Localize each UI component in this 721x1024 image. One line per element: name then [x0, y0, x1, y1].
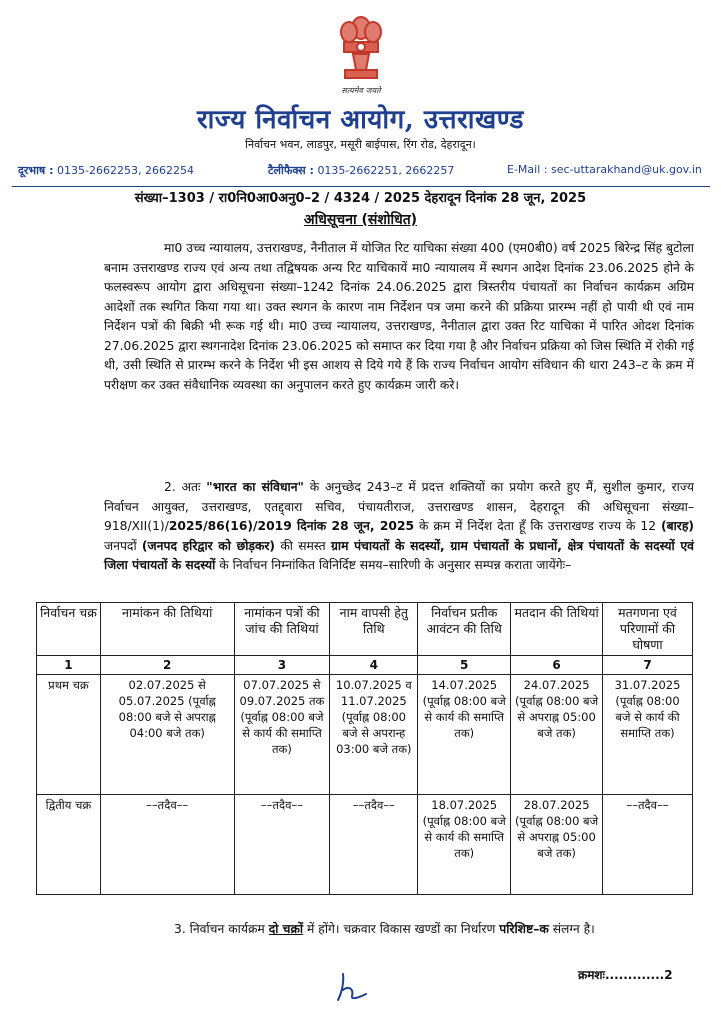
- paragraph-2: [104, 478, 694, 576]
- organization-address: निर्वाचन भवन, लाडपुर, मसूरी बाईपास, रिंग रोड, देहरादून।: [245, 138, 476, 151]
- table-cell: 24.07.2025 (पूर्वाह्न 08:00 बजे से अपराह्न 05:00 बजे तक): [511, 675, 603, 795]
- col-header: नामांकन की तिथियां: [100, 603, 234, 656]
- col-number: 4: [330, 656, 418, 675]
- table-cell: प्रथम चक्र: [37, 675, 101, 795]
- phone-contact: [18, 163, 194, 178]
- table-cell: ––तदैव––: [100, 795, 234, 895]
- p2-count: (बारह): [660, 519, 694, 533]
- p2-exclusion: (जनपद हरिद्वार को छोड़कर): [141, 538, 276, 553]
- p2-part-i: की समस्त: [275, 538, 331, 553]
- phone-label: दूरभाष :: [18, 164, 54, 177]
- p2-constitution: "भारत का संविधान": [206, 480, 304, 494]
- emblem-motto: सत्यमेव जयते: [341, 86, 381, 95]
- table-cell: ––तदैव––: [330, 795, 418, 895]
- table-cell: 18.07.2025 (पूर्वाह्न 08:00 बजे से कार्य की समाप्ति तक): [418, 795, 511, 895]
- fax-label: टैलीफैक्स :: [268, 164, 314, 177]
- reference-number: संख्या–1303 / रा0नि0आ0अनु0–2 / 4324 / 2025 देहरादून दिनांक 28 जून, 2025: [134, 191, 587, 206]
- paragraph-1: मा0 उच्च न्यायालय, उत्तराखण्ड, नैनीताल में योजित रिट याचिका संख्या 400 (एम0बी0) वर्ष 2025 बिरेन्द्र सिंह बुटोला बनाम उत्तराखण्ड राज्य एवं अन्य तथा तद्विषयक अन्य रिट याचिकायें मा0 न्यायालय में स्थगन आदेश दिनांक 23.06.2025 होने के फलस्वरूप आयोग द्वारा अधिसूचना संख्या–1242 दिनांक 24.06.2025 द्वारा त्रिस्तरीय पंचायतों का निर्वाचन कार्यक्रम अग्रिम आदेशों तक स्थगित किया गया था। उक्त स्थगन के कारण नाम निर्देशन पत्र जमा करने की प्रक्रिया प्रारम्भ नहीं हो पायी थी एवं नाम निर्देशन पत्रों की बिक्री भी रूक गई थी। मा0 उच्च न्यायालय, उत्तराखण्ड, नैनीताल द्वारा उक्त रिट याचिका में पारित ओदश दिनांक 27.06.2025 द्वारा स्थगनादेश दिनांक 23.06.2025 को समाप्त कर दिया गया है और निर्वाचन प्रक्रिया को जिस स्थिति में रोकी गई थी, उसी स्थिति से प्रारम्भ करने के निर्देश भी इस आशय से दिये गये हैं कि राज्य निर्वाचन आयोग संविधान की धारा 243–ट के क्रम में परीक्षण कर उक्त संवैधानिक व्यवस्था का अनुपालन करते हुए कार्यक्रम जारी करे।: [104, 241, 694, 392]
- col-number: 6: [511, 656, 603, 675]
- table-cell: ––तदैव––: [603, 795, 693, 895]
- organization-title: राज्य निर्वाचन आयोग, उत्तराखण्ड: [197, 105, 524, 135]
- table-cell: ––तदैव––: [234, 795, 330, 895]
- col-header: मतगणना एवं परिणामों की घोषणा: [603, 603, 693, 656]
- p3-part-a: 3. निर्वाचन कार्यक्रम: [174, 922, 269, 936]
- col-header: निर्वाचन प्रतीक आवंटन की तिथि: [418, 603, 511, 656]
- p2-notification-ref: 2025/86(16)/2019 दिनांक 28 जून, 2025: [168, 519, 415, 533]
- continuation-marker: क्रमशः.............2: [578, 968, 673, 982]
- email-contact: [507, 163, 702, 176]
- table-cell: 02.07.2025 से 05.07.2025 (पूर्वाह्न 08:00 बजे से अपराह्न 04:00 बजे तक): [100, 675, 234, 795]
- p2-posts: ग्राम पंचायतों के सदस्यों, ग्राम पंचायतों के प्रधानों, क्षेत्र पंचायतों के सदस्यों एवं जिला पंचायतों के सदस्यों: [104, 538, 695, 572]
- table-cell: 10.07.2025 व 11.07.2025 (पूर्वाह्न 08:00 बजे से अपरान्ह 03:00 बजे तक): [330, 675, 418, 795]
- p2-part-a: 2. अतः: [164, 480, 207, 494]
- table-cell: 14.07.2025 (पूर्वाह्न 08:00 बजे से कार्य की समाप्ति तक): [418, 675, 511, 795]
- col-header: निर्वाचन चक्र: [37, 603, 101, 656]
- p3-two-phases: दो चक्रों: [268, 922, 304, 936]
- p2-part-g: जनपदों: [104, 538, 142, 553]
- p3-part-c: में होंगे। चक्रवार विकास खण्डों का निर्धारण: [303, 922, 500, 936]
- p3-annexure: परिशिष्ट–क: [499, 922, 549, 936]
- col-header: नाम वापसी हेतु तिथि: [330, 603, 418, 656]
- header-divider: [12, 186, 710, 187]
- table-cell: द्वितीय चक्र: [37, 795, 101, 895]
- col-number: 5: [418, 656, 511, 675]
- state-emblem-icon: [331, 8, 391, 90]
- paragraph-3: [104, 920, 694, 939]
- fax-number: 0135-2662251, 2662257: [317, 164, 455, 177]
- table-cell: 31.07.2025 (पूर्वाह्न 08:00 बजे से कार्य की समाप्ति तक): [603, 675, 693, 795]
- col-number: 2: [100, 656, 234, 675]
- p2-part-c: के अनुच्छेद 243–ट में प्रदत्त शक्तियों का प्रयोग करते हुए मैं, सुशील कुमार, राज्य निर्वाचन आयुक्त, उत्तराखण्ड, एतद्द्वारा सचिव, पंचायतीराज, उत्तराखण्ड शासन, देहरादून की अधिसूचना संख्या–918/XII(1)/: [104, 480, 694, 533]
- election-schedule-table: [36, 602, 693, 895]
- signature-mark: [332, 970, 372, 1006]
- table-cell: 28.07.2025 (पूर्वाह्न 08:00 बजे से अपराह्न 05:00 बजे तक): [511, 795, 603, 895]
- email-address: sec-uttarakhand@uk.gov.in: [550, 163, 702, 176]
- col-header: मतदान की तिथियां: [511, 603, 603, 656]
- notice-title: अधिसूचना (संशोधित): [303, 212, 418, 228]
- p3-part-e: संलग्न है।: [548, 922, 595, 936]
- p2-part-e: के क्रम में निर्देश देता हूँ कि उत्तराखण्ड राज्य के 12: [414, 519, 661, 533]
- table-number-row: [37, 656, 693, 675]
- table-header-row: [37, 603, 693, 656]
- fax-contact: [268, 163, 454, 178]
- email-label: E-Mail :: [507, 163, 548, 176]
- table-row: [37, 675, 693, 795]
- phone-number: 0135-2662253, 2662254: [57, 164, 194, 177]
- col-number: 1: [37, 656, 101, 675]
- col-number: 7: [603, 656, 693, 675]
- table-cell: 07.07.2025 से 09.07.2025 तक (पूर्वाह्न 08:00 बजे से कार्य की समाप्ति तक): [234, 675, 330, 795]
- col-number: 3: [234, 656, 330, 675]
- table-row: [37, 795, 693, 895]
- col-header: नामांकन पत्रों की जांच की तिथियां: [234, 603, 330, 656]
- p2-part-k: के निर्वाचन निम्नांकित विनिर्दिष्ट समय–सारिणी के अनुसार सम्पन्न कराता जायेंगेः–: [215, 558, 572, 572]
